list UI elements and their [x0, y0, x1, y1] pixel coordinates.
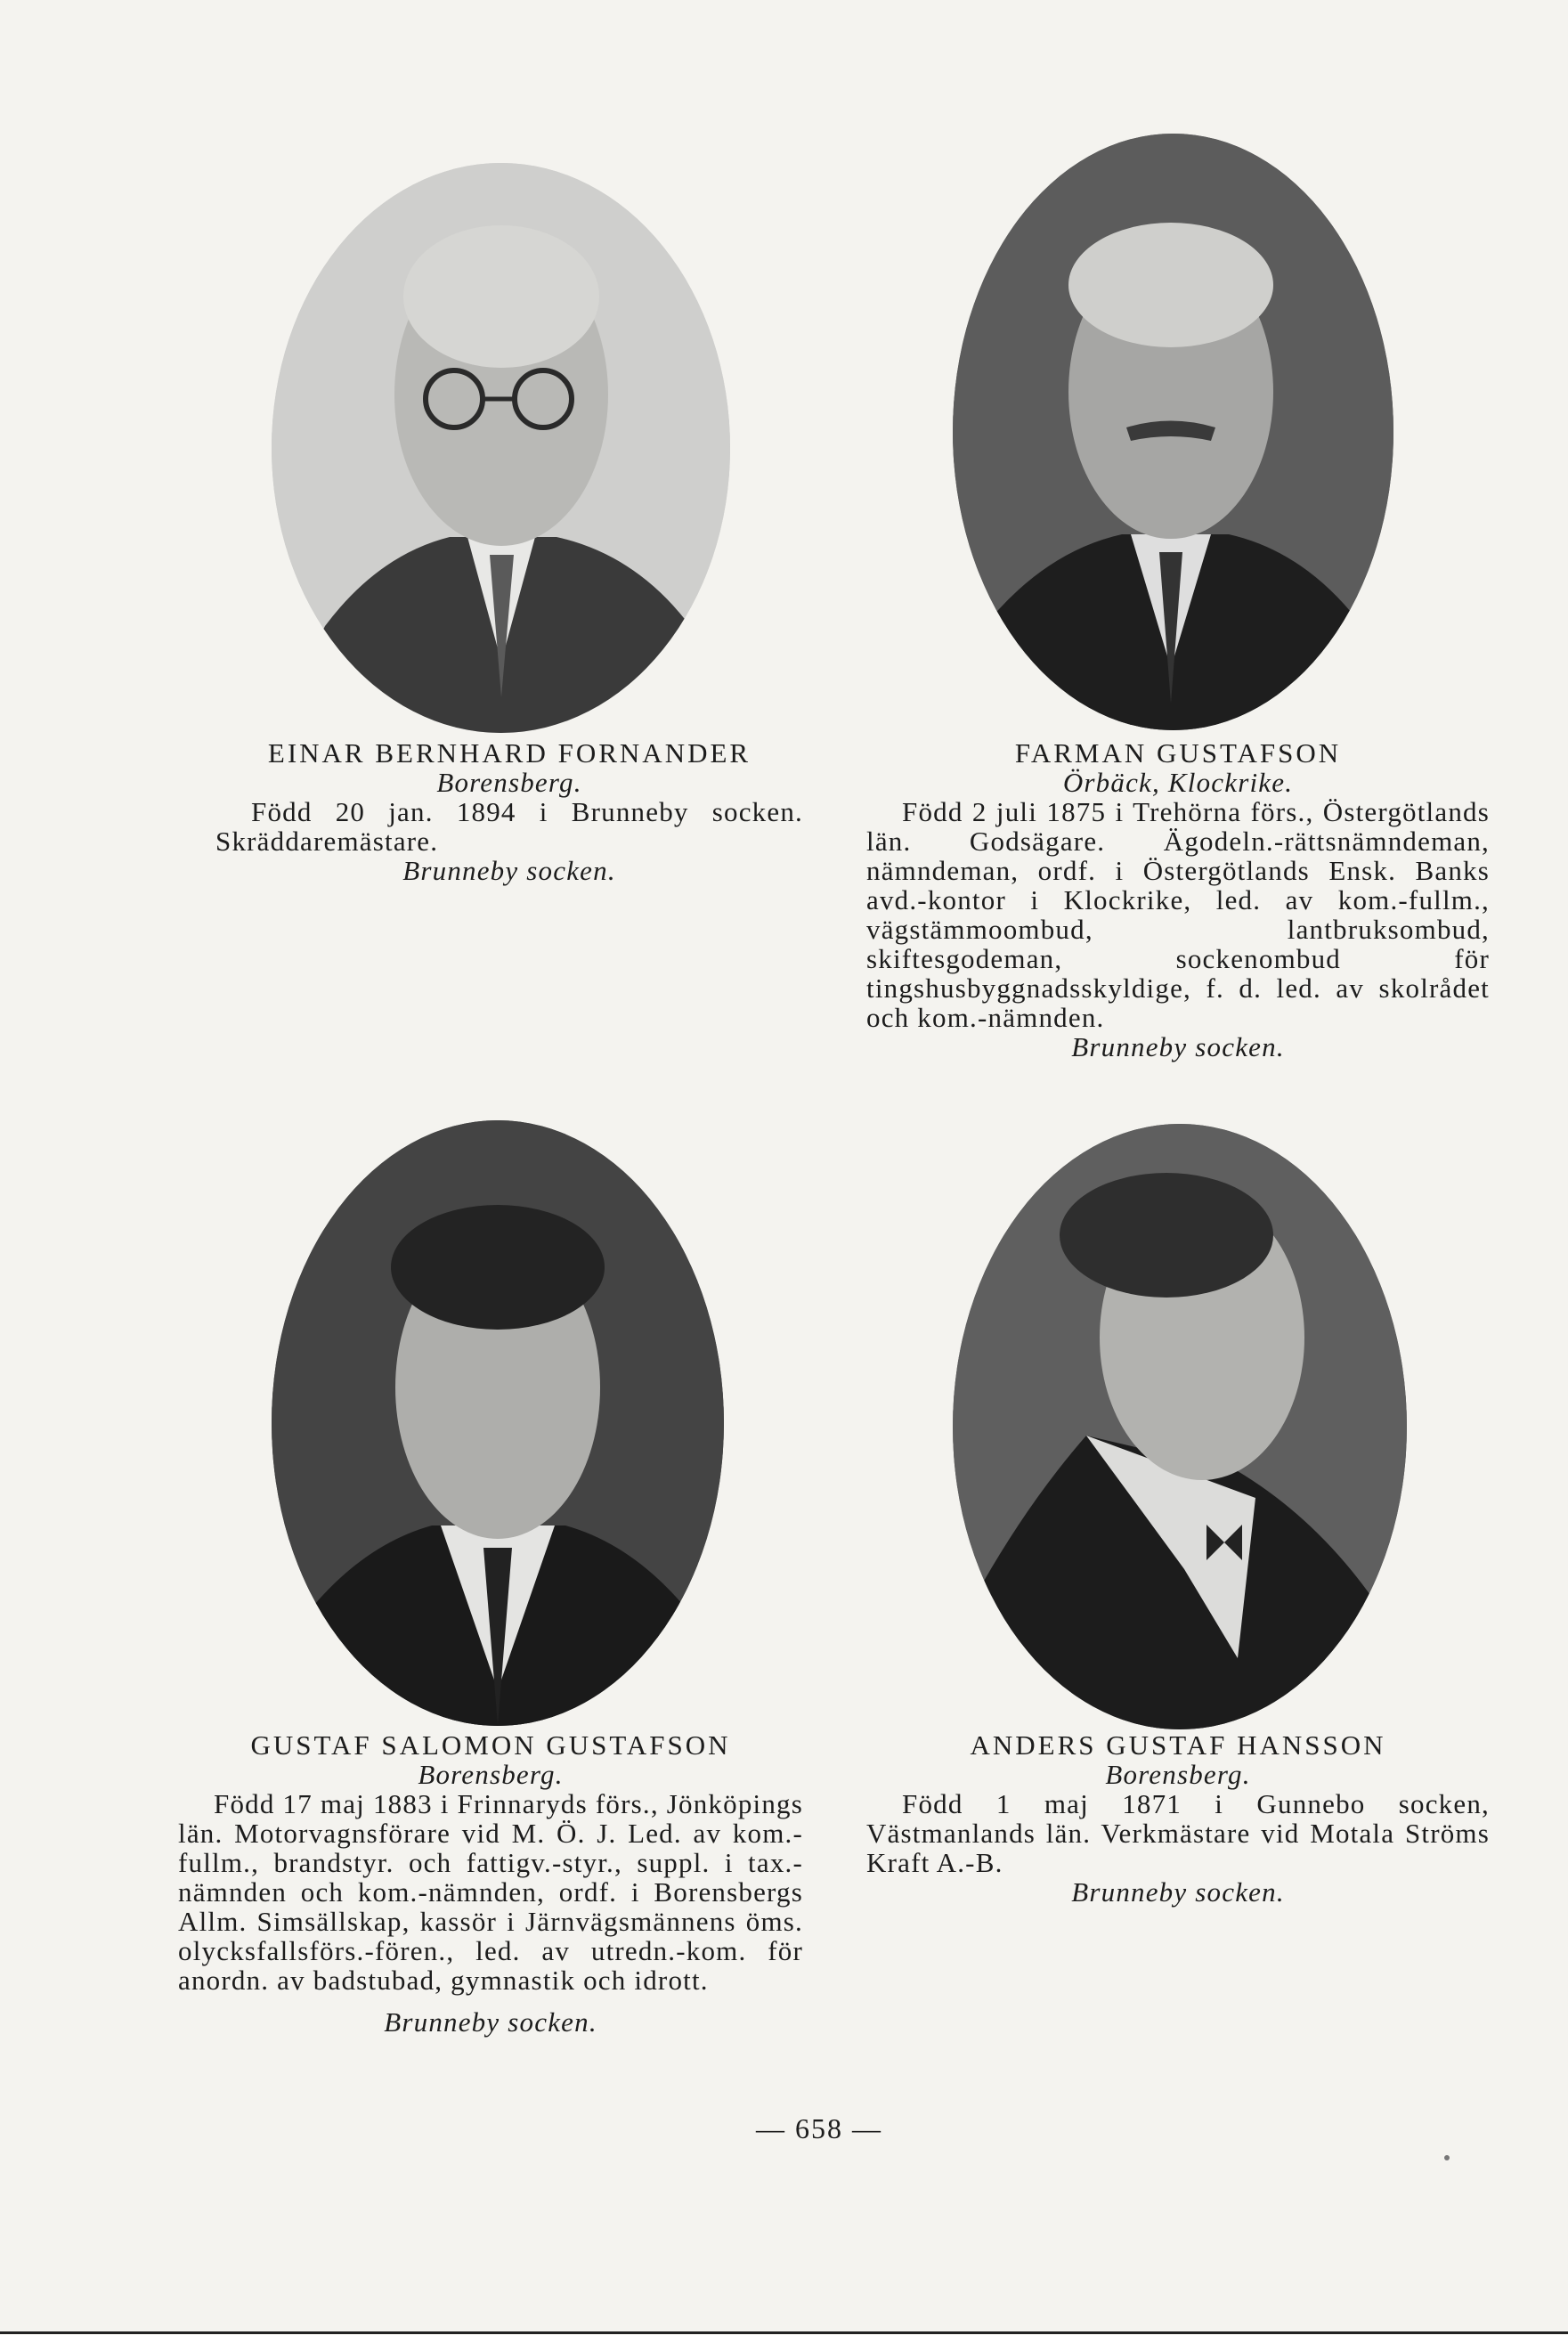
- portrait-einar-bernhard-fornander: [272, 163, 730, 733]
- person-biography: Född 20 jan. 1894 i Brunneby socken. Skräddaremästare.: [215, 796, 803, 857]
- person-name: EINAR BERNHARD FORNANDER: [267, 737, 752, 769]
- person-biography: Född 17 maj 1883 i Frinnaryds förs., Jönköpings län. Motorvagnsförare vid M. Ö. J. Led. av kom.-fullm., brandstyr. och fattigv.-styr., suppl. i tax.-nämnden och kom.-nämnden, ordf. i Borensbergs Allm. Simsällskap, kassör i Järnvägsmännens öms. olycksfallsförs.-fören., led. av utredn.-kom. för anordn. av badstubad, gymnastik och idrott.: [178, 1788, 803, 1996]
- parish-label: Brunneby socken.: [384, 2006, 597, 2038]
- person-name: GUSTAF SALOMON GUSTAFSON: [250, 1729, 731, 1761]
- scan-edge-line: [0, 2331, 1568, 2334]
- caption-entry-4: [866, 1730, 1490, 1907]
- caption-entry-2: [866, 738, 1490, 1062]
- person-place: Borensberg.: [1105, 1759, 1251, 1790]
- print-speck: [1444, 2155, 1450, 2160]
- portrait-anders-gustaf-hansson: [953, 1124, 1407, 1729]
- person-place: Örbäck, Klockrike.: [1062, 767, 1294, 798]
- person-name: FARMAN GUSTAFSON: [1014, 737, 1342, 769]
- portrait-gustaf-salomon-gustafson: [272, 1120, 724, 1726]
- person-place: Borensberg.: [436, 767, 582, 798]
- parish-label: Brunneby socken.: [1071, 1031, 1285, 1062]
- page-number: — 658 —: [756, 2112, 882, 2144]
- parish-label: Brunneby socken.: [402, 855, 616, 886]
- person-biography: Född 2 juli 1875 i Trehörna förs., Östergötlands län. Godsägare. Ägodeln.-rättsnämndeman, nämndeman, ordf. i Östergötlands Ensk. Banks avd.-kontor i Klockrike, led. av kom.-fullm., vägstämmoombud, lantbruksombud, skiftesgodeman, sockenombud för tingshusbyggnadsskyldige, f. d. led. av skolrådet och kom.-nämnden.: [866, 796, 1490, 1033]
- parish-label: Brunneby socken.: [1071, 1876, 1285, 1908]
- person-name: ANDERS GUSTAF HANSSON: [970, 1729, 1386, 1761]
- person-place: Borensberg.: [418, 1759, 564, 1790]
- portrait-image: [953, 1124, 1407, 1729]
- portrait-image: [272, 163, 730, 733]
- portrait-image: [272, 1120, 724, 1726]
- portrait-image: [953, 134, 1393, 730]
- portrait-farman-gustafson: [953, 134, 1393, 730]
- person-biography: Född 1 maj 1871 i Gunnebo socken, Västmanlands län. Verkmästare vid Motala Ströms Kraft A.-B.: [866, 1788, 1490, 1878]
- caption-entry-1: [215, 738, 803, 885]
- caption-entry-3: [178, 1730, 803, 2037]
